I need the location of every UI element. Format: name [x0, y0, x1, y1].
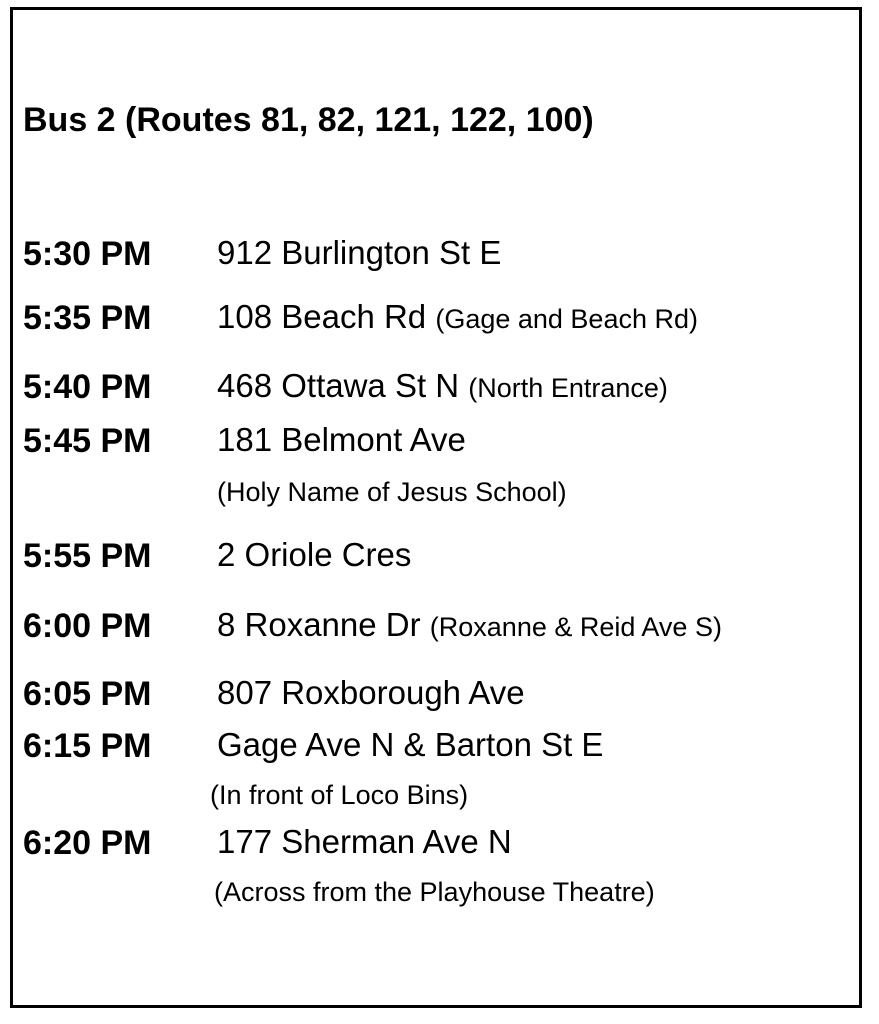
- stop-address-text: 177 Sherman Ave N: [217, 823, 512, 860]
- stop-subnote: (Holy Name of Jesus School): [217, 477, 567, 507]
- stop-address: [217, 608, 722, 641]
- stop-time: 6:15 PM: [23, 727, 152, 765]
- stop-time: 5:45 PM: [23, 422, 152, 460]
- stop-address-text: 912 Burlington St E: [217, 234, 502, 271]
- stop-time: 5:40 PM: [23, 368, 152, 406]
- stop-address-text: Gage Ave N & Barton St E: [217, 726, 604, 763]
- stop-address: [217, 423, 466, 456]
- schedule-title: Bus 2 (Routes 81, 82, 121, 122, 100): [23, 101, 594, 139]
- stop-subnote: (In front of Loco Bins): [210, 780, 469, 810]
- stop-address-text: 8 Roxanne Dr: [217, 606, 421, 643]
- stop-time: 5:35 PM: [23, 299, 152, 337]
- stop-time: 6:00 PM: [23, 607, 152, 645]
- stop-address: [217, 825, 512, 858]
- stop-note: (North Entrance): [468, 373, 668, 403]
- stop-time: 6:20 PM: [23, 824, 152, 862]
- stop-time: 6:05 PM: [23, 675, 152, 713]
- stop-time: 5:30 PM: [23, 235, 152, 273]
- stop-note: (Roxanne & Reid Ave S): [429, 612, 722, 642]
- stop-address-text: 807 Roxborough Ave: [217, 674, 525, 711]
- stop-address: [217, 538, 411, 571]
- stop-address: [217, 369, 668, 402]
- stop-address: [217, 236, 501, 269]
- stop-address-text: 181 Belmont Ave: [217, 421, 466, 458]
- stop-subnote: (Across from the Playhouse Theatre): [214, 877, 655, 907]
- stop-note: (Gage and Beach Rd): [435, 304, 698, 334]
- stop-address-text: 2 Oriole Cres: [217, 536, 412, 573]
- stop-address: [217, 676, 525, 709]
- stop-time: 5:55 PM: [23, 537, 152, 575]
- stop-address-text: 468 Ottawa St N: [217, 367, 460, 404]
- stop-address-text: 108 Beach Rd: [217, 298, 427, 335]
- stop-address: [217, 300, 698, 333]
- stop-address: [217, 728, 603, 761]
